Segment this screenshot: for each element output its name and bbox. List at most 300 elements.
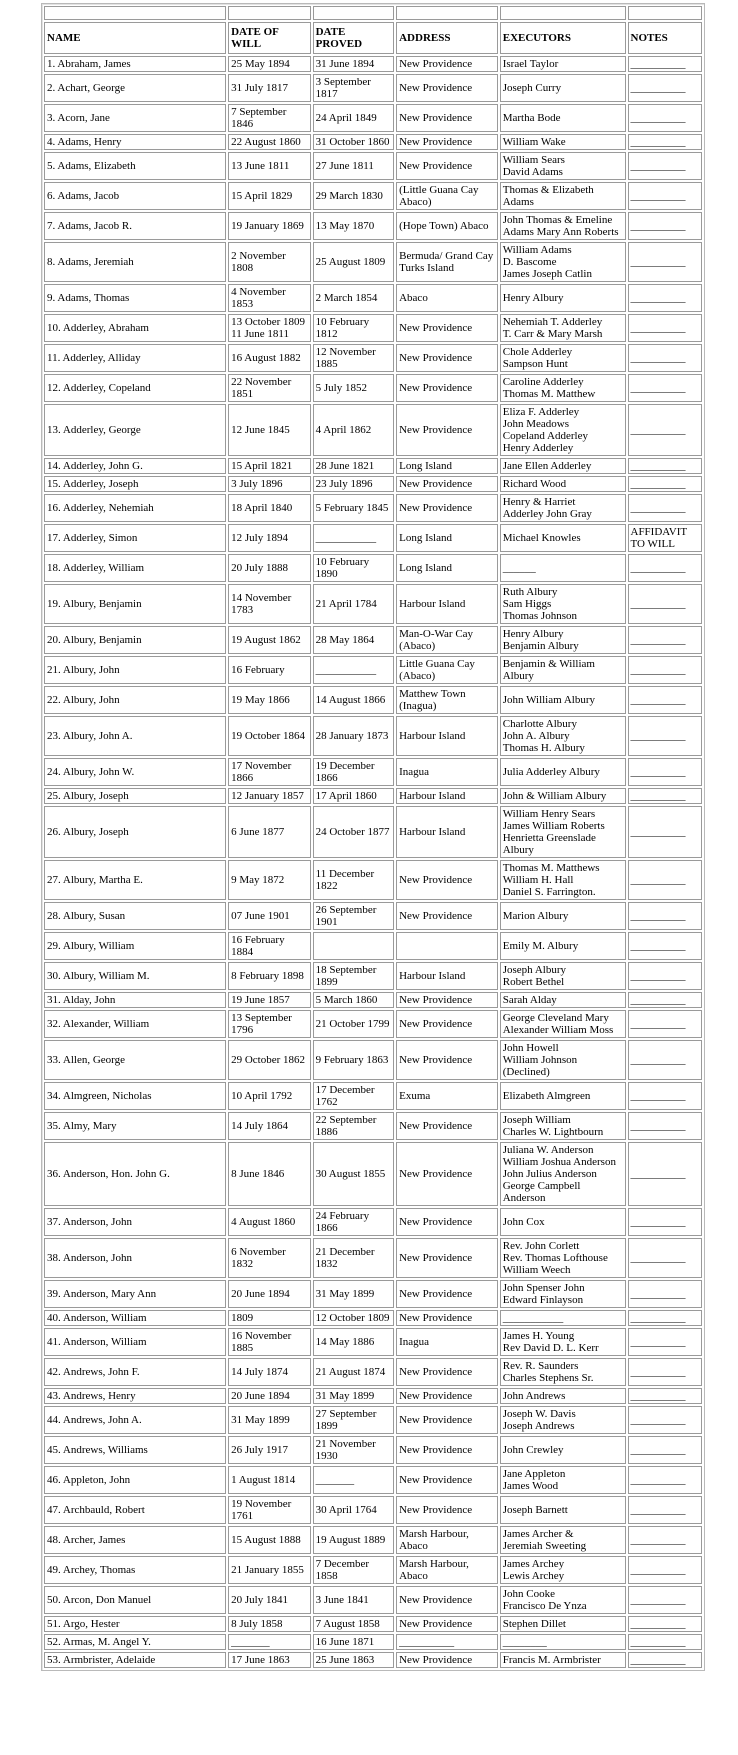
cell-will-date: 07 June 1901 bbox=[228, 902, 311, 930]
cell-address: Harbour Island bbox=[396, 806, 498, 858]
cell-notes: __________ bbox=[628, 686, 703, 714]
cell-notes: __________ bbox=[628, 1082, 703, 1110]
cell-name: 26. Albury, Joseph bbox=[44, 806, 226, 858]
cell-address: Long Island bbox=[396, 458, 498, 474]
cell-name: 9. Adams, Thomas bbox=[44, 284, 226, 312]
cell-name: 38. Anderson, John bbox=[44, 1238, 226, 1278]
cell-notes: __________ bbox=[628, 716, 703, 756]
cell-address: New Providence bbox=[396, 1586, 498, 1614]
table-row bbox=[44, 1040, 702, 1080]
table-row bbox=[44, 1556, 702, 1584]
cell-proved-date: 21 December 1832 bbox=[313, 1238, 395, 1278]
cell-name: 32. Alexander, William bbox=[44, 1010, 226, 1038]
cell-proved-date: 2 March 1854 bbox=[313, 284, 395, 312]
cell-executors: Jane Ellen Adderley bbox=[500, 458, 626, 474]
cell-name: 35. Almy, Mary bbox=[44, 1112, 226, 1140]
cell-will-date: 20 June 1894 bbox=[228, 1388, 311, 1404]
table-row bbox=[44, 104, 702, 132]
cell-address: Man-O-War Cay (Abaco) bbox=[396, 626, 498, 654]
cell-will-date: 21 January 1855 bbox=[228, 1556, 311, 1584]
wills-table-body bbox=[44, 6, 702, 1668]
cell-will-date: 8 July 1858 bbox=[228, 1616, 311, 1632]
cell-notes: __________ bbox=[628, 788, 703, 804]
table-row bbox=[44, 758, 702, 786]
cell-notes: __________ bbox=[628, 1586, 703, 1614]
table-row bbox=[44, 284, 702, 312]
cell-will-date: 8 June 1846 bbox=[228, 1142, 311, 1206]
table-row bbox=[44, 1082, 702, 1110]
cell-executors: Henry & Harriet Adderley John Gray bbox=[500, 494, 626, 522]
cell-address: New Providence bbox=[396, 1010, 498, 1038]
cell-address: Matthew Town (Inagua) bbox=[396, 686, 498, 714]
cell-executors: William Henry Sears James William Roberts Henrietta Greenslade Albury bbox=[500, 806, 626, 858]
cell-name: 24. Albury, John W. bbox=[44, 758, 226, 786]
cell-notes: __________ bbox=[628, 104, 703, 132]
cell-executors: John Crewley bbox=[500, 1436, 626, 1464]
cell-executors: ___________ bbox=[500, 1310, 626, 1326]
cell-address bbox=[396, 932, 498, 960]
cell-address: New Providence bbox=[396, 1616, 498, 1632]
cell-proved-date: 13 May 1870 bbox=[313, 212, 395, 240]
cell-will-date: 14 July 1874 bbox=[228, 1358, 311, 1386]
table-row bbox=[44, 74, 702, 102]
table-row bbox=[44, 344, 702, 372]
cell-name: 29. Albury, William bbox=[44, 932, 226, 960]
cell-proved-date: 28 June 1821 bbox=[313, 458, 395, 474]
cell-executors: Joseph William Charles W. Lightbourn bbox=[500, 1112, 626, 1140]
cell-proved-date: 21 November 1930 bbox=[313, 1436, 395, 1464]
cell-address: New Providence bbox=[396, 1310, 498, 1326]
table-row bbox=[44, 182, 702, 210]
table-row bbox=[44, 242, 702, 282]
cell-executors: Benjamin & William Albury bbox=[500, 656, 626, 684]
cell-proved-date: 28 January 1873 bbox=[313, 716, 395, 756]
header-row bbox=[44, 22, 702, 54]
cell-will-date: 12 June 1845 bbox=[228, 404, 311, 456]
cell-address: Harbour Island bbox=[396, 584, 498, 624]
cell-notes: __________ bbox=[628, 962, 703, 990]
cell-proved-date: _______ bbox=[313, 1466, 395, 1494]
cell-executors: John Cooke Francisco De Ynza bbox=[500, 1586, 626, 1614]
cell-proved-date: 5 February 1845 bbox=[313, 494, 395, 522]
cell-notes: __________ bbox=[628, 1496, 703, 1524]
cell-proved-date: 31 May 1899 bbox=[313, 1388, 395, 1404]
cell-proved-date: 7 December 1858 bbox=[313, 1556, 395, 1584]
cell-notes: __________ bbox=[628, 56, 703, 72]
table-row bbox=[44, 716, 702, 756]
cell-executors: Joseph Albury Robert Bethel bbox=[500, 962, 626, 990]
cell-name: 10. Adderley, Abraham bbox=[44, 314, 226, 342]
cell-notes: __________ bbox=[628, 1238, 703, 1278]
cell-name: 49. Archey, Thomas bbox=[44, 1556, 226, 1584]
cell-will-date: 19 November 1761 bbox=[228, 1496, 311, 1524]
header-will-date: DATE OF WILL bbox=[228, 22, 311, 54]
cell-address: New Providence bbox=[396, 314, 498, 342]
cell-name: 31. Alday, John bbox=[44, 992, 226, 1008]
cell-will-date: 19 June 1857 bbox=[228, 992, 311, 1008]
cell-name: 45. Andrews, Williams bbox=[44, 1436, 226, 1464]
cell-name: 30. Albury, William M. bbox=[44, 962, 226, 990]
table-row bbox=[44, 1310, 702, 1326]
cell-proved-date: 25 June 1863 bbox=[313, 1652, 395, 1668]
table-row bbox=[44, 1586, 702, 1614]
table-row bbox=[44, 56, 702, 72]
cell-proved-date: ___________ bbox=[313, 656, 395, 684]
cell-proved-date: 12 November 1885 bbox=[313, 344, 395, 372]
cell-name: 6. Adams, Jacob bbox=[44, 182, 226, 210]
table-row bbox=[44, 152, 702, 180]
cell-will-date: 31 July 1817 bbox=[228, 74, 311, 102]
blank-cell bbox=[500, 6, 626, 20]
cell-will-date: 16 August 1882 bbox=[228, 344, 311, 372]
cell-notes: __________ bbox=[628, 1010, 703, 1038]
cell-notes: __________ bbox=[628, 860, 703, 900]
cell-will-date: _______ bbox=[228, 1634, 311, 1650]
cell-notes: __________ bbox=[628, 374, 703, 402]
cell-executors: John Howell William Johnson (Declined) bbox=[500, 1040, 626, 1080]
cell-address: Marsh Harbour, Abaco bbox=[396, 1526, 498, 1554]
cell-name: 53. Armbrister, Adelaide bbox=[44, 1652, 226, 1668]
cell-executors: Charlotte Albury John A. Albury Thomas H. Albury bbox=[500, 716, 626, 756]
cell-name: 1. Abraham, James bbox=[44, 56, 226, 72]
cell-address: New Providence bbox=[396, 1652, 498, 1668]
cell-will-date: 13 September 1796 bbox=[228, 1010, 311, 1038]
cell-name: 2. Achart, George bbox=[44, 74, 226, 102]
cell-will-date: 14 November 1783 bbox=[228, 584, 311, 624]
cell-notes: __________ bbox=[628, 932, 703, 960]
cell-will-date: 31 May 1899 bbox=[228, 1406, 311, 1434]
cell-will-date: 22 November 1851 bbox=[228, 374, 311, 402]
cell-address: New Providence bbox=[396, 404, 498, 456]
cell-proved-date: 3 September 1817 bbox=[313, 74, 395, 102]
cell-will-date: 1 August 1814 bbox=[228, 1466, 311, 1494]
cell-executors: John William Albury bbox=[500, 686, 626, 714]
table-row bbox=[44, 992, 702, 1008]
cell-address: Inagua bbox=[396, 758, 498, 786]
cell-executors: William Wake bbox=[500, 134, 626, 150]
cell-executors: John Thomas & Emeline Adams Mary Ann Roberts bbox=[500, 212, 626, 240]
cell-proved-date: 21 October 1799 bbox=[313, 1010, 395, 1038]
cell-executors: Ruth Albury Sam Higgs Thomas Johnson bbox=[500, 584, 626, 624]
cell-name: 48. Archer, James bbox=[44, 1526, 226, 1554]
cell-address: New Providence bbox=[396, 1388, 498, 1404]
table-row bbox=[44, 1208, 702, 1236]
cell-will-date: 19 August 1862 bbox=[228, 626, 311, 654]
cell-name: 8. Adams, Jeremiah bbox=[44, 242, 226, 282]
cell-notes: __________ bbox=[628, 1112, 703, 1140]
cell-notes: __________ bbox=[628, 1310, 703, 1326]
cell-executors: Thomas M. Matthews William H. Hall Daniel S. Farrington. bbox=[500, 860, 626, 900]
cell-proved-date: 11 December 1822 bbox=[313, 860, 395, 900]
cell-will-date: 16 February 1884 bbox=[228, 932, 311, 960]
cell-proved-date: 27 September 1899 bbox=[313, 1406, 395, 1434]
blank-cell bbox=[396, 6, 498, 20]
cell-name: 19. Albury, Benjamin bbox=[44, 584, 226, 624]
cell-name: 16. Adderley, Nehemiah bbox=[44, 494, 226, 522]
blank-cell bbox=[628, 6, 703, 20]
cell-proved-date: 12 October 1809 bbox=[313, 1310, 395, 1326]
cell-executors: Martha Bode bbox=[500, 104, 626, 132]
cell-proved-date: 10 February 1890 bbox=[313, 554, 395, 582]
cell-address: Harbour Island bbox=[396, 716, 498, 756]
cell-notes: __________ bbox=[628, 626, 703, 654]
cell-address: New Providence bbox=[396, 1466, 498, 1494]
cell-name: 17. Adderley, Simon bbox=[44, 524, 226, 552]
cell-executors: William Adams D. Bascome James Joseph Catlin bbox=[500, 242, 626, 282]
cell-name: 44. Andrews, John A. bbox=[44, 1406, 226, 1434]
cell-address: Long Island bbox=[396, 524, 498, 552]
cell-will-date: 6 June 1877 bbox=[228, 806, 311, 858]
cell-notes: __________ bbox=[628, 656, 703, 684]
cell-address: (Hope Town) Abaco bbox=[396, 212, 498, 240]
cell-address: New Providence bbox=[396, 104, 498, 132]
cell-name: 7. Adams, Jacob R. bbox=[44, 212, 226, 240]
cell-notes: __________ bbox=[628, 74, 703, 102]
cell-name: 41. Anderson, William bbox=[44, 1328, 226, 1356]
cell-notes: __________ bbox=[628, 1556, 703, 1584]
cell-name: 37. Anderson, John bbox=[44, 1208, 226, 1236]
cell-notes: __________ bbox=[628, 1280, 703, 1308]
cell-proved-date: 7 August 1858 bbox=[313, 1616, 395, 1632]
cell-will-date: 19 October 1864 bbox=[228, 716, 311, 756]
cell-will-date: 20 June 1894 bbox=[228, 1280, 311, 1308]
table-row bbox=[44, 806, 702, 858]
cell-will-date: 26 July 1917 bbox=[228, 1436, 311, 1464]
cell-proved-date: 29 March 1830 bbox=[313, 182, 395, 210]
cell-notes: AFFIDAVIT TO WILL bbox=[628, 524, 703, 552]
cell-proved-date: 17 December 1762 bbox=[313, 1082, 395, 1110]
cell-will-date: 16 February bbox=[228, 656, 311, 684]
cell-notes: __________ bbox=[628, 314, 703, 342]
cell-name: 13. Adderley, George bbox=[44, 404, 226, 456]
cell-address: New Providence bbox=[396, 1358, 498, 1386]
cell-notes: __________ bbox=[628, 1652, 703, 1668]
table-row bbox=[44, 656, 702, 684]
cell-notes: __________ bbox=[628, 1616, 703, 1632]
header-executors: EXECUTORS bbox=[500, 22, 626, 54]
table-row bbox=[44, 134, 702, 150]
cell-proved-date: 24 October 1877 bbox=[313, 806, 395, 858]
table-row bbox=[44, 626, 702, 654]
table-row bbox=[44, 1280, 702, 1308]
cell-executors: ______ bbox=[500, 554, 626, 582]
table-row bbox=[44, 524, 702, 552]
cell-will-date: 20 July 1841 bbox=[228, 1586, 311, 1614]
cell-name: 36. Anderson, Hon. John G. bbox=[44, 1142, 226, 1206]
cell-proved-date: 16 June 1871 bbox=[313, 1634, 395, 1650]
cell-will-date: 14 July 1864 bbox=[228, 1112, 311, 1140]
cell-proved-date: 14 August 1866 bbox=[313, 686, 395, 714]
cell-will-date: 9 May 1872 bbox=[228, 860, 311, 900]
table-row bbox=[44, 1466, 702, 1494]
cell-proved-date: 26 September 1901 bbox=[313, 902, 395, 930]
cell-will-date: 19 January 1869 bbox=[228, 212, 311, 240]
table-row bbox=[44, 1142, 702, 1206]
cell-executors: Jane Appleton James Wood bbox=[500, 1466, 626, 1494]
cell-executors: Chole Adderley Sampson Hunt bbox=[500, 344, 626, 372]
cell-proved-date: 30 August 1855 bbox=[313, 1142, 395, 1206]
cell-will-date: 10 April 1792 bbox=[228, 1082, 311, 1110]
cell-address: New Providence bbox=[396, 152, 498, 180]
table-row bbox=[44, 1238, 702, 1278]
cell-executors: Israel Taylor bbox=[500, 56, 626, 72]
cell-notes: __________ bbox=[628, 134, 703, 150]
cell-executors: Rev. R. Saunders Charles Stephens Sr. bbox=[500, 1358, 626, 1386]
cell-executors: John Andrews bbox=[500, 1388, 626, 1404]
cell-will-date: 18 April 1840 bbox=[228, 494, 311, 522]
cell-name: 51. Argo, Hester bbox=[44, 1616, 226, 1632]
cell-notes: __________ bbox=[628, 152, 703, 180]
table-row bbox=[44, 458, 702, 474]
cell-address: __________ bbox=[396, 1634, 498, 1650]
cell-notes: __________ bbox=[628, 1406, 703, 1434]
cell-executors: Julia Adderley Albury bbox=[500, 758, 626, 786]
cell-will-date: 8 February 1898 bbox=[228, 962, 311, 990]
cell-address: Bermuda/ Grand Cay Turks Island bbox=[396, 242, 498, 282]
table-row bbox=[44, 314, 702, 342]
cell-notes: __________ bbox=[628, 212, 703, 240]
cell-proved-date: 21 April 1784 bbox=[313, 584, 395, 624]
cell-address: New Providence bbox=[396, 1238, 498, 1278]
cell-address: New Providence bbox=[396, 1112, 498, 1140]
cell-notes: __________ bbox=[628, 992, 703, 1008]
cell-executors: ________ bbox=[500, 1634, 626, 1650]
cell-name: 14. Adderley, John G. bbox=[44, 458, 226, 474]
cell-will-date: 4 August 1860 bbox=[228, 1208, 311, 1236]
table-row bbox=[44, 1388, 702, 1404]
cell-will-date: 2 November 1808 bbox=[228, 242, 311, 282]
cell-address: New Providence bbox=[396, 1142, 498, 1206]
cell-address: New Providence bbox=[396, 344, 498, 372]
cell-will-date: 3 July 1896 bbox=[228, 476, 311, 492]
cell-will-date: 25 May 1894 bbox=[228, 56, 311, 72]
cell-proved-date: 24 February 1866 bbox=[313, 1208, 395, 1236]
cell-executors: Thomas & Elizabeth Adams bbox=[500, 182, 626, 210]
cell-proved-date: 28 May 1864 bbox=[313, 626, 395, 654]
table-row bbox=[44, 1328, 702, 1356]
cell-address: New Providence bbox=[396, 494, 498, 522]
cell-name: 34. Almgreen, Nicholas bbox=[44, 1082, 226, 1110]
cell-name: 33. Allen, George bbox=[44, 1040, 226, 1080]
table-row bbox=[44, 584, 702, 624]
cell-executors: Nehemiah T. Adderley T. Carr & Mary Marsh bbox=[500, 314, 626, 342]
table-row bbox=[44, 212, 702, 240]
header-name: NAME bbox=[44, 22, 226, 54]
cell-address: New Providence bbox=[396, 476, 498, 492]
cell-executors: John Cox bbox=[500, 1208, 626, 1236]
table-row bbox=[44, 554, 702, 582]
cell-name: 12. Adderley, Copeland bbox=[44, 374, 226, 402]
table-row bbox=[44, 962, 702, 990]
cell-address: New Providence bbox=[396, 1436, 498, 1464]
cell-address: (Little Guana Cay Abaco) bbox=[396, 182, 498, 210]
cell-name: 11. Adderley, Alliday bbox=[44, 344, 226, 372]
cell-notes: __________ bbox=[628, 344, 703, 372]
table-row bbox=[44, 860, 702, 900]
cell-executors: Rev. John Corlett Rev. Thomas Lofthouse William Weech bbox=[500, 1238, 626, 1278]
cell-proved-date: 5 March 1860 bbox=[313, 992, 395, 1008]
cell-address: New Providence bbox=[396, 374, 498, 402]
blank-cell bbox=[44, 6, 226, 20]
cell-name: 28. Albury, Susan bbox=[44, 902, 226, 930]
cell-proved-date: 30 April 1764 bbox=[313, 1496, 395, 1524]
cell-executors: George Cleveland Mary Alexander William Moss bbox=[500, 1010, 626, 1038]
cell-name: 22. Albury, John bbox=[44, 686, 226, 714]
cell-name: 47. Archbauld, Robert bbox=[44, 1496, 226, 1524]
cell-notes: __________ bbox=[628, 584, 703, 624]
cell-notes: __________ bbox=[628, 806, 703, 858]
cell-name: 27. Albury, Martha E. bbox=[44, 860, 226, 900]
cell-notes: __________ bbox=[628, 1358, 703, 1386]
cell-address: New Providence bbox=[396, 992, 498, 1008]
cell-name: 5. Adams, Elizabeth bbox=[44, 152, 226, 180]
cell-executors: James H. Young Rev David D. L. Kerr bbox=[500, 1328, 626, 1356]
wills-register bbox=[41, 3, 705, 1671]
cell-will-date: 15 August 1888 bbox=[228, 1526, 311, 1554]
cell-proved-date: 22 September 1886 bbox=[313, 1112, 395, 1140]
cell-proved-date: 18 September 1899 bbox=[313, 962, 395, 990]
cell-proved-date: 3 June 1841 bbox=[313, 1586, 395, 1614]
cell-will-date: 6 November 1832 bbox=[228, 1238, 311, 1278]
cell-name: 42. Andrews, John F. bbox=[44, 1358, 226, 1386]
cell-executors: John Spenser John Edward Finlayson bbox=[500, 1280, 626, 1308]
cell-proved-date: 27 June 1811 bbox=[313, 152, 395, 180]
table-row bbox=[44, 1436, 702, 1464]
cell-proved-date: 4 April 1862 bbox=[313, 404, 395, 456]
cell-notes: __________ bbox=[628, 242, 703, 282]
cell-proved-date: 17 April 1860 bbox=[313, 788, 395, 804]
cell-address: Little Guana Cay (Abaco) bbox=[396, 656, 498, 684]
cell-name: 21. Albury, John bbox=[44, 656, 226, 684]
cell-notes: __________ bbox=[628, 1208, 703, 1236]
cell-proved-date: 19 August 1889 bbox=[313, 1526, 395, 1554]
cell-will-date: 15 April 1829 bbox=[228, 182, 311, 210]
cell-executors: Henry Albury Benjamin Albury bbox=[500, 626, 626, 654]
cell-proved-date: 31 June 1894 bbox=[313, 56, 395, 72]
cell-notes: __________ bbox=[628, 458, 703, 474]
cell-name: 39. Anderson, Mary Ann bbox=[44, 1280, 226, 1308]
wills-table bbox=[42, 4, 704, 1670]
cell-notes: __________ bbox=[628, 1634, 703, 1650]
table-row bbox=[44, 494, 702, 522]
cell-address: Harbour Island bbox=[396, 788, 498, 804]
cell-will-date: 4 November 1853 bbox=[228, 284, 311, 312]
table-row bbox=[44, 1616, 702, 1632]
cell-name: 43. Andrews, Henry bbox=[44, 1388, 226, 1404]
table-row bbox=[44, 686, 702, 714]
cell-notes: __________ bbox=[628, 1526, 703, 1554]
cell-address: Abaco bbox=[396, 284, 498, 312]
cell-notes: __________ bbox=[628, 902, 703, 930]
cell-will-date: 29 October 1862 bbox=[228, 1040, 311, 1080]
cell-name: 40. Anderson, William bbox=[44, 1310, 226, 1326]
cell-notes: __________ bbox=[628, 758, 703, 786]
cell-executors: William Sears David Adams bbox=[500, 152, 626, 180]
cell-proved-date: 25 August 1809 bbox=[313, 242, 395, 282]
cell-name: 15. Adderley, Joseph bbox=[44, 476, 226, 492]
cell-notes: __________ bbox=[628, 1436, 703, 1464]
cell-proved-date: 31 October 1860 bbox=[313, 134, 395, 150]
cell-will-date: 17 November 1866 bbox=[228, 758, 311, 786]
cell-executors: Joseph Barnett bbox=[500, 1496, 626, 1524]
cell-will-date: 15 April 1821 bbox=[228, 458, 311, 474]
cell-will-date: 16 November 1885 bbox=[228, 1328, 311, 1356]
cell-address: New Providence bbox=[396, 1496, 498, 1524]
cell-proved-date: 21 August 1874 bbox=[313, 1358, 395, 1386]
cell-executors: Elizabeth Almgreen bbox=[500, 1082, 626, 1110]
cell-notes: __________ bbox=[628, 1466, 703, 1494]
table-row bbox=[44, 788, 702, 804]
